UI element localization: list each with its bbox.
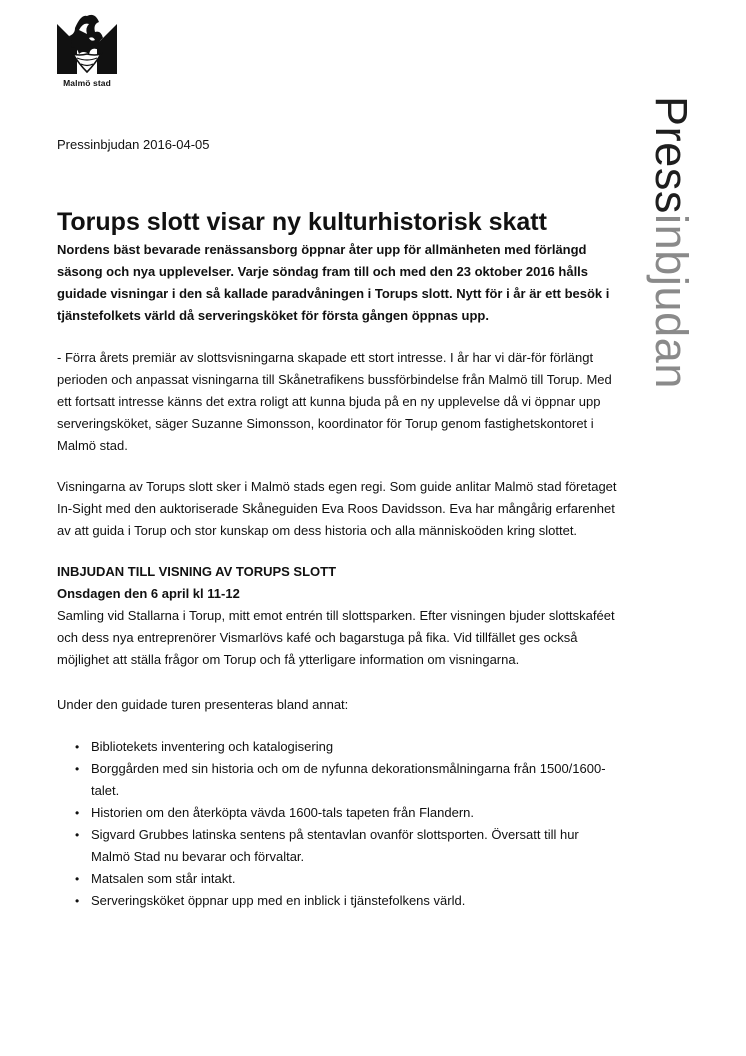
- list-item: • Matsalen som står intakt.: [91, 868, 617, 890]
- guide-paragraph: Visningarna av Torups slott sker i Malmö stads egen regi. Som guide anlitar Malmö stad företaget In-Sight med den auktoriserade Skåneguiden Eva Roos Davidsson. Eva har mångårig erfarenhet av att guida i Torup och stor kunskap om dess historia och alla människoöden kring slottet.: [57, 479, 617, 538]
- griffin-emblem-icon: [55, 10, 119, 76]
- side-title-press: Press: [646, 96, 697, 215]
- quote-paragraph: - Förra årets premiär av slottsvisningarna skapade ett stort intresse. I år har vi där-för förlängt perioden och anpassat visningarna till Skånetrafikens bussförbindelse från Malmö till Torup. Med ett fortsatt intresse känns det extra roligt att kunna bjuda på en ny upplevelse då vi öppnar upp serveringsköket, säger Suzanne Simonsson, koordinator för Torup genom fastighetskontoret i Malmö stad.: [57, 350, 612, 453]
- side-title: [608, 96, 697, 456]
- list-item: • Sigvard Grubbes latinska sentens på stentavlan ovanför slottsporten. Översatt till hur Malmö Stad nu bevarar och förvaltar.: [91, 824, 617, 868]
- list-item: • Borggården med sin historia och om de nyfunna dekorationsmålningarna från 1500/1600-talet.: [91, 758, 617, 802]
- date-line: Pressinbjudan 2016-04-05: [57, 137, 210, 152]
- lead-paragraph: Nordens bäst bevarade renässansborg öppnar åter upp för allmänheten med förlängd säsong och nya upplevelser. Varje söndag fram till och med den 23 oktober 2016 hålls guidade visningar i den så kallade paradvåningen i Torups slott. Nytt för i år är ett besök i tjänstefolkets värld då serveringsköket för första gången öppnas upp.: [57, 242, 610, 323]
- list-item: • Serveringsköket öppnar upp med en inblick i tjänstefolkens värld.: [91, 890, 617, 912]
- invitation-text: Samling vid Stallarna i Torup, mitt emot entrén till slottsparken. Efter visningen bjuder slottskaféet och dess nya entreprenörer Vismarlövs kafé och bagarstuga på fika. Vid tillfället ges också möjlighet att ställa frågor om Torup och få ytterligare information om visningarna.: [57, 608, 615, 667]
- headline: Torups slott visar ny kulturhistorisk skatt: [57, 208, 547, 236]
- side-title-inbjudan: inbjudan: [646, 214, 697, 389]
- tour-list: [57, 736, 617, 912]
- list-item: • Bibliotekets inventering och katalogisering: [91, 736, 617, 758]
- tour-intro: Under den guidade turen presenteras bland annat:: [57, 697, 349, 712]
- press-release-body: [57, 135, 617, 912]
- invitation-title: INBJUDAN TILL VISNING AV TORUPS SLOTT: [57, 564, 337, 579]
- invitation-date: Onsdagen den 6 april kl 11-12: [57, 586, 240, 601]
- list-item: • Historien om den återköpta vävda 1600-tals tapeten från Flandern.: [91, 802, 617, 824]
- logo-wordmark: Malmö stad: [63, 78, 111, 88]
- malmo-stad-logo: [55, 10, 119, 90]
